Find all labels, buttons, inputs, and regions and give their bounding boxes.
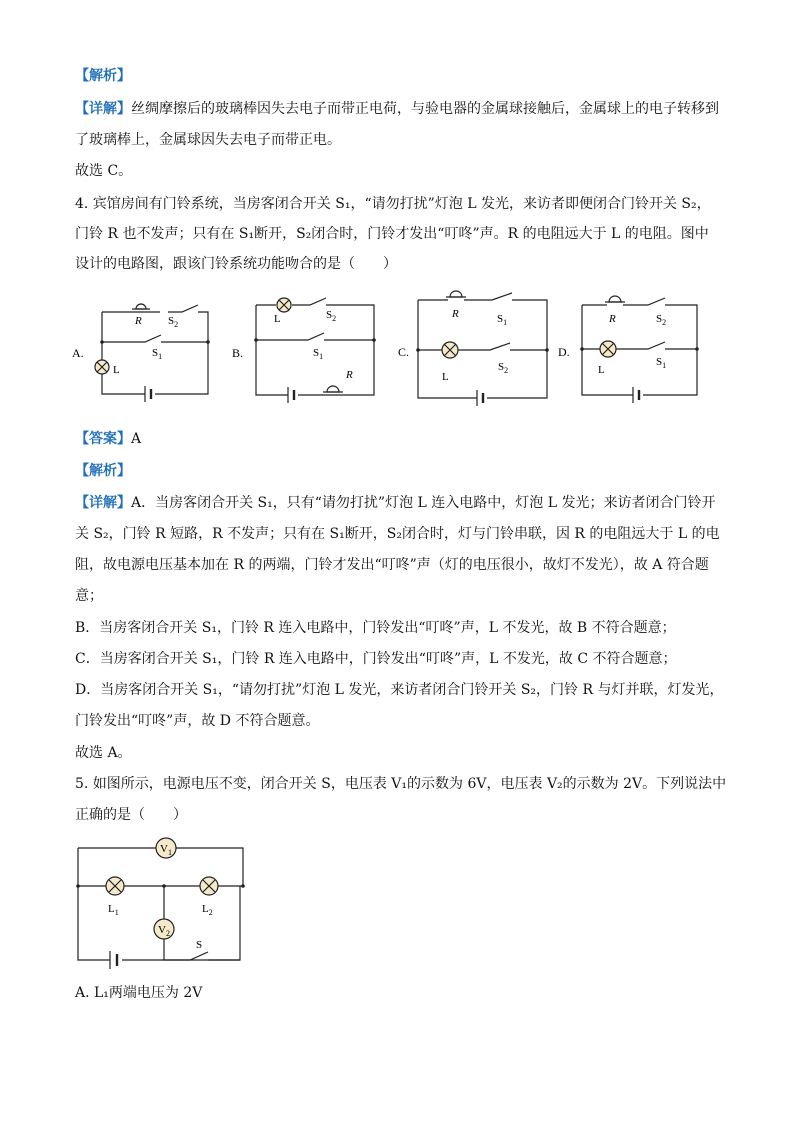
question-5-text: 5. 如图所示，电源电压不变，闭合开关 S，电压表 V₁的示数为 6V，电压表 V₂的示数为 2V。下列说法中: [75, 776, 727, 792]
detail-line: B．当房客闭合开关 S₁，门铃 R 连入电路中，门铃发出“叮咚”声，L 不发光，故 B 不符合题意；: [75, 620, 676, 636]
svg-text:V2: $V_2$: [158, 924, 170, 938]
svg-text:S1: $S_1$: [152, 347, 163, 361]
lamp-l2-icon: [200, 877, 218, 895]
detail-line: 【详解】A．当房客闭合开关 S₁，只有“请勿打扰”灯泡 L 连入电路中，灯泡 L 发光；来访者闭合门铃开: [75, 495, 716, 511]
svg-text:L1: $L_1$: [108, 903, 119, 917]
circuit-d: [558, 296, 699, 403]
choice-line: 故选 C。: [75, 163, 133, 179]
voltmeter-v2: [154, 919, 174, 939]
option-label: C.: [398, 345, 410, 359]
detail-line: 了玻璃棒上，金属球因失去电子而带正电。: [75, 132, 341, 148]
detail-line: 门铃发出“叮咚”声，故 D 不符合题意。: [75, 713, 320, 729]
lamp-l1-icon: [106, 877, 124, 895]
detail-line: 【详解】丝绸摩擦后的玻璃棒因失去电子而带正电荷，与验电器的金属球接触后，金属球上的电子转移到: [75, 101, 719, 117]
question-5-text: 正确的是（ ）: [75, 807, 187, 823]
question-4-text: 门铃 R 也不发声；只有在 S₁断开，S₂闭合时，门铃才发出“叮咚”声。R 的电阻远大于 L 的电阻。图中: [75, 226, 709, 242]
question-4-text: 设计的电路图，跟该门铃系统功能吻合的是（ ）: [75, 256, 397, 272]
svg-text:L2: $L_2$: [202, 903, 213, 917]
svg-text:S1: $S_1$: [497, 313, 508, 327]
svg-text:R: R: [135, 315, 142, 327]
option-a-text: A. L₁两端电压为 2V: [75, 985, 203, 1001]
analysis-heading: 【解析】: [75, 463, 131, 479]
circuit-b: [232, 298, 376, 403]
detail-line: 意；: [75, 588, 103, 604]
lamp-icon: [600, 341, 616, 357]
option-label: D.: [558, 345, 570, 359]
svg-text:S2: $S_2$: [326, 309, 337, 323]
svg-text:S: S: [196, 939, 203, 951]
lamp-icon: [277, 298, 291, 312]
answer-line: 【答案】A: [75, 431, 142, 447]
bell-icon: [327, 386, 339, 392]
circuit-c: [398, 291, 549, 406]
circuit-a: [72, 304, 210, 402]
lamp-icon: [95, 360, 109, 374]
svg-text:R: R: [346, 369, 353, 381]
q4-circuit-figure: [0, 285, 794, 415]
bell-icon: [450, 291, 462, 297]
bell-icon: [136, 304, 146, 309]
analysis-heading: 【解析】: [75, 68, 131, 84]
option-label: B.: [232, 346, 244, 360]
svg-text:L: L: [598, 364, 605, 376]
bell-icon: [609, 296, 621, 302]
svg-text:R: R: [609, 313, 616, 325]
svg-text:R: R: [452, 308, 459, 320]
svg-text:S2: $S_2$: [498, 361, 509, 375]
question-4-text: 4. 宾馆房间有门铃系统，当房客闭合开关 S₁，“请勿打扰”灯泡 L 发光，来访者即便闭合门铃开关 S₂，: [75, 196, 711, 212]
choice-line: 故选 A。: [75, 745, 132, 761]
svg-text:L: L: [442, 371, 449, 383]
detail-line: D．当房客闭合开关 S₁，“请勿打扰”灯泡 L 发光，来访者闭合门铃开关 S₂，门铃 R 与灯并联，灯发光，: [75, 682, 724, 698]
svg-text:S1: $S_1$: [656, 356, 667, 370]
svg-text:L: L: [274, 313, 281, 325]
svg-text:S1: $S_1$: [313, 347, 324, 361]
svg-text:S2: $S_2$: [168, 315, 179, 329]
svg-text:L: L: [113, 364, 120, 376]
lamp-icon: [442, 342, 458, 358]
voltmeter-v1: [156, 838, 176, 858]
svg-text:V1: $V_1$: [160, 843, 172, 857]
q5-circuit-figure: [60, 830, 260, 970]
detail-line: 关 S₂，门铃 R 短路，R 不发声；只有在 S₁断开，S₂闭合时，灯与门铃串联，因 R 的电阻远大于 L 的电: [75, 526, 720, 542]
svg-text:S2: $S_2$: [656, 313, 667, 327]
detail-line: C．当房客闭合开关 S₁，门铃 R 连入电路中，门铃发出“叮咚”声，L 不发光，故 C 不符合题意；: [75, 651, 677, 667]
option-label: A.: [72, 346, 84, 360]
detail-line: 阻，故电源电压基本加在 R 的两端，门铃才发出“叮咚”声（灯的电压很小，故灯不发光），故 A 符合题: [75, 557, 709, 573]
